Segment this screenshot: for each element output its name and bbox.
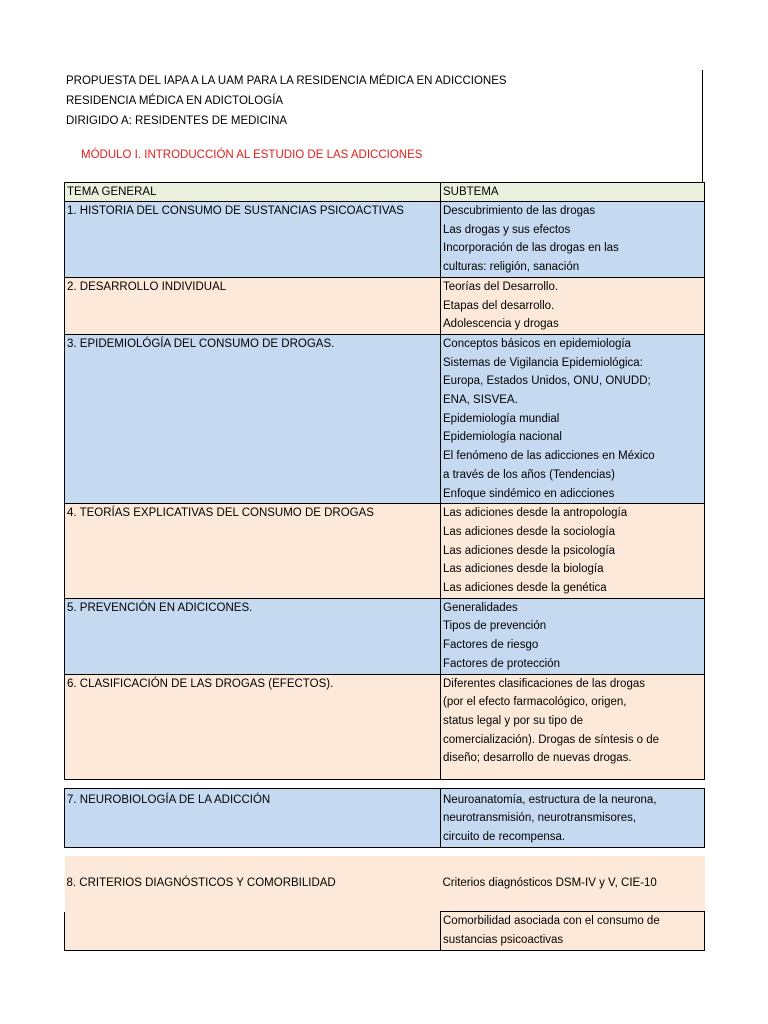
subtema-item: Factores de protección <box>443 657 560 670</box>
tema-cell-empty <box>65 912 441 950</box>
subtema-cell <box>441 504 705 599</box>
subtema-cell <box>441 277 705 334</box>
subtema-item: diseño; desarrollo de nuevas drogas. <box>443 752 632 765</box>
tema-cell: 6. CLASIFICACIÓN DE LAS DROGAS (EFECTOS). <box>65 674 441 779</box>
subtema-item: Epidemiología mundial <box>443 412 560 425</box>
subtema-item: neurotransmisión, neurotransmisores, <box>443 812 637 825</box>
curriculum-table <box>64 182 705 951</box>
table-row <box>65 912 705 950</box>
subtema-item: Factores de riesgo <box>443 639 539 652</box>
subtema-item: Descubrimiento de las drogas <box>443 205 596 217</box>
subtema-item: Comorbilidad asociada con el consumo de <box>443 915 660 928</box>
subtema-cell <box>441 202 705 278</box>
subtema-item: Las adiciones desde la psicología <box>443 544 615 557</box>
subtema-item: El fenómeno de las adicciones en México <box>443 450 655 463</box>
row-spacer <box>65 847 705 856</box>
subtema-item: a través de los años (Tendencias) <box>443 468 615 481</box>
subtema-item: Incorporación de las drogas en las <box>443 242 619 255</box>
subtema-cell <box>441 788 705 847</box>
tema-cell: 3. EPIDEMIOLÓGÍA DEL CONSUMO DE DROGAS. <box>65 334 441 503</box>
subtema-item: Las adiciones desde la genética <box>443 582 607 595</box>
table-row <box>65 202 705 278</box>
subtema-item: Teorías del Desarrollo. <box>443 280 559 293</box>
table-header-row <box>65 183 705 202</box>
table-row <box>65 277 705 334</box>
subtema-item: ENA, SISVEA. <box>443 394 518 407</box>
tema-cell: 8. CRITERIOS DIAGNÓSTICOS Y COMORBILIDAD <box>65 856 441 912</box>
subtema-cell <box>441 912 705 950</box>
tema-cell: 7. NEUROBIOLOGÍA DE LA ADICCIÓN <box>65 788 441 847</box>
subtema-item: Las adiciones desde la sociología <box>443 525 615 538</box>
subtema-item: status legal y por su tipo de <box>443 714 583 727</box>
subtema-item: Conceptos básicos en epidemiología <box>443 337 631 350</box>
subtema-item: Europa, Estados Unidos, ONU, ONUDD; <box>443 375 651 388</box>
column-header-subtema: SUBTEMA <box>441 183 705 202</box>
table-row <box>65 334 705 503</box>
tema-cell: 1. HISTORIA DEL CONSUMO DE SUSTANCIAS PSICOACTIVAS <box>65 202 441 278</box>
subtema-cell <box>441 674 705 779</box>
subtema-cell <box>441 856 705 912</box>
subtema-item: Neuroanatomía, estructura de la neurona, <box>443 793 657 806</box>
subtema-cell <box>441 598 705 674</box>
tema-cell: 4. TEORÍAS EXPLICATIVAS DEL CONSUMO DE DROGAS <box>65 504 441 599</box>
table-row <box>65 856 705 912</box>
subtema-item: Enfoque sindémico en adicciones <box>443 487 615 500</box>
column-header-tema: TEMA GENERAL <box>65 183 441 202</box>
subtema-item: Las adiciones desde la biología <box>443 563 604 576</box>
subtema-item: comercialización). Drogas de síntesis o de <box>443 733 660 746</box>
module-title: MÓDULO I. INTRODUCCIÓN AL ESTUDIO DE LAS ADICCIONES <box>81 149 423 161</box>
table-row <box>65 504 705 599</box>
tema-cell: 5. PREVENCIÓN EN ADICICONES. <box>65 598 441 674</box>
right-margin-line <box>702 70 703 182</box>
subtema-item: Diferentes clasificaciones de las drogas <box>443 677 645 690</box>
subtema-item: Etapas del desarrollo. <box>443 299 555 312</box>
header-line-1: PROPUESTA DEL IAPA A LA UAM PARA LA RESIDENCIA MÉDICA EN ADICCIONES <box>66 75 507 87</box>
table-row <box>65 674 705 779</box>
header-line-2: RESIDENCIA MÉDICA EN ADICTOLOGÍA <box>66 95 284 107</box>
subtema-item: sustancias psicoactivas <box>443 933 564 946</box>
subtema-item: Adolescencia y drogas <box>443 318 559 331</box>
subtema-item: Las adiciones desde la antropología <box>443 507 628 520</box>
tema-cell: 2. DESARROLLO INDIVIDUAL <box>65 277 441 334</box>
subtema-item: Sistemas de Vigilancia Epidemiológica: <box>443 356 643 369</box>
subtema-item: circuito de recompensa. <box>443 830 566 843</box>
row-spacer <box>65 779 705 788</box>
table-row <box>65 788 705 847</box>
subtema-item: Tipos de prevención <box>443 620 547 633</box>
subtema-item: Epidemiología nacional <box>443 431 562 444</box>
subtema-item: Criterios diagnósticos DSM-IV y V, CIE-10 <box>442 877 657 890</box>
subtema-item: (por el efecto farmacológico, origen, <box>443 696 627 709</box>
subtema-item: Las drogas y sus efectos <box>443 223 571 236</box>
table-row <box>65 598 705 674</box>
subtema-item: Generalidades <box>443 601 518 614</box>
header-line-3: DIRIGIDO A: RESIDENTES DE MEDICINA <box>66 115 288 127</box>
subtema-item: culturas: religión, sanación <box>443 261 580 274</box>
subtema-cell <box>441 334 705 503</box>
document-header <box>66 71 507 131</box>
